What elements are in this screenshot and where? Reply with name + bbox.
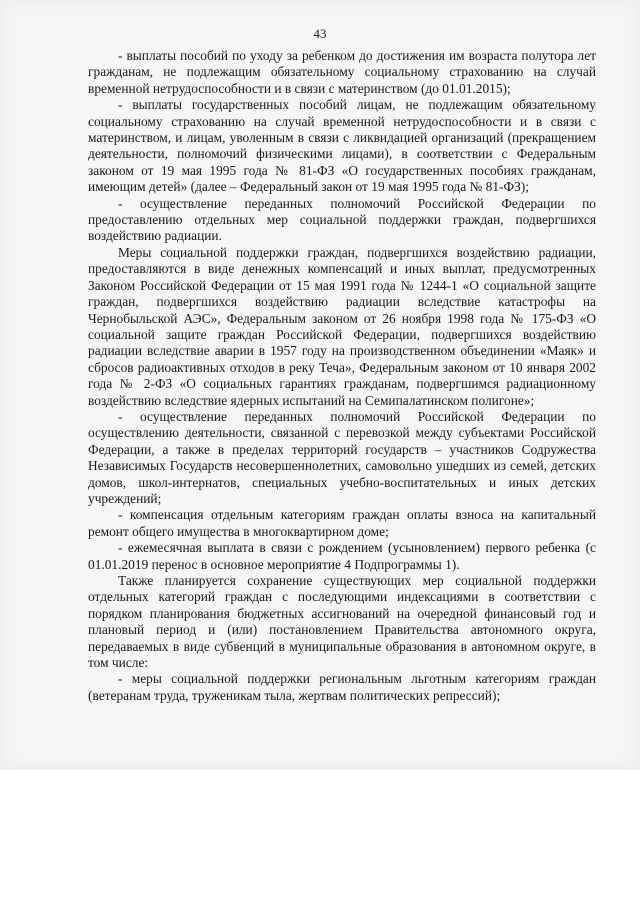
document-body <box>88 48 596 704</box>
paragraph-radiation-powers: - осуществление переданных полномочий Российской Федерации по предоставлению отдельных мер социальной поддержки граждан, подвергшихся воздействию радиации. <box>88 195 596 244</box>
paragraph-childcare-benefits: - выплаты пособий по уходу за ребенком до достижения им возраста полутора лет гражданам, не подлежащим обязательному социальному страхованию на случай временной нетрудоспособности и в связи с материнством (до 01.01.2015); <box>88 48 596 96</box>
paragraph-state-benefits: - выплаты государственных пособий лицам, не подлежащим обязательному социальному страхованию на случай временной нетрудоспособности и в связи с материнством, и лицам, уволенным в связи с ликвидацией организаций (прекращением деятельности, полномочий физическими лицами), в соответствии с Федеральным законом от 19 мая 1995 года № 81-ФЗ «О государственных пособиях гражданам, имеющим детей» (далее – Федеральный закон от 19 мая 1995 года № 81-ФЗ); <box>88 97 596 195</box>
paragraph-capital-repair: - компенсация отдельным категориям граждан оплаты взноса на капитальный ремонт общего имущества в многоквартирном доме; <box>88 507 596 539</box>
paragraph-planned-measures: Также планируется сохранение существующих мер социальной поддержки отдельных категорий граждан с последующими индексациями в соответствии с порядком планирования бюджетных ассигнований на очередной финансовый год и плановый период и (или) постановлением Правительства автономного округа, передаваемых в виде субвенций в муниципальные образования в автономном округе, в том числе: <box>88 573 596 671</box>
paragraph-radiation-measures: Меры социальной поддержки граждан, подвергшихся воздействию радиации, предоставляются в виде денежных компенсаций и иных выплат, предусмотренных Законом Российской Федерации от 15 мая 1991 года № 1244-1 «О социальной защите граждан, подвергшихся воздействию радиации вследствие катастрофы на Чернобыльской АЭС», Федеральным законом от 26 ноября 1998 года № 175-ФЗ «О социальной защите граждан Российской Федерации, подвергшихся воздействию радиации вследствие аварии в 1957 году на производственном объединении «Маяк» и сбросов радиоактивных отходов в реку Теча», Федеральным законом от 10 января 2002 года № 2-ФЗ «О социальных гарантиях гражданам, подвергшимся радиационному воздействию вследствие ядерных испытаний на Семипалатинском полигоне»; <box>88 244 596 408</box>
paragraph-regional-categories: - меры социальной поддержки региональным льготным категориям граждан (ветеранам труда, труженикам тыла, жертвам политических репрессий); <box>88 671 596 703</box>
paragraph-first-child-payment: - ежемесячная выплата в связи с рождением (усыновлением) первого ребенка (с 01.01.2019 перенос в основное мероприятие 4 Подпрограммы 1). <box>88 540 596 572</box>
paragraph-minors-transport: - осуществление переданных полномочий Российской Федерации по осуществлению деятельности, связанной с перевозкой между субъектами Российской Федерации, а также в пределах территорий государств – участников Содружества Независимых Государств несовершеннолетних, самовольно ушедших из семей, детских домов, школ-интернатов, специальных учебно-воспитательных и иных детских учреждений; <box>88 408 596 506</box>
page-number: 43 <box>313 26 327 41</box>
